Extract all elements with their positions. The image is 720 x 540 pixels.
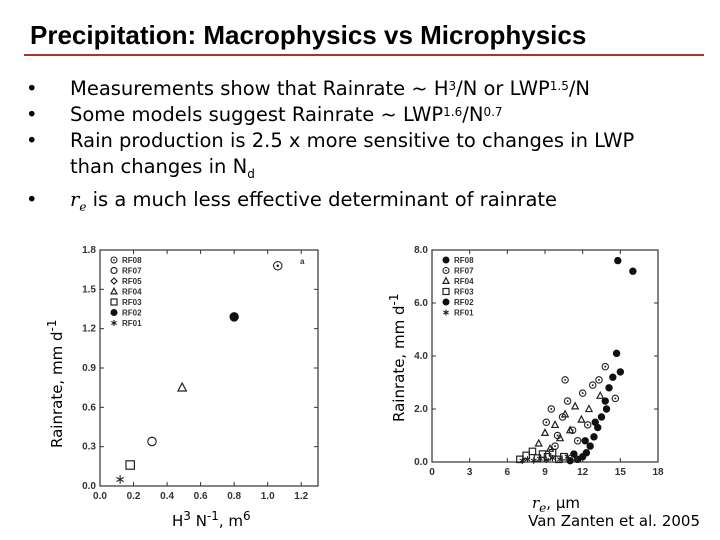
legend-marker-rf08 (443, 257, 449, 263)
legend-label-rf01: RF01 (454, 308, 474, 318)
data-point-rf07 (590, 382, 596, 388)
y-tick-label: 0.0 (82, 481, 96, 492)
legend-marker-rf03 (111, 299, 117, 305)
y-tick-label: 2.0 (414, 404, 428, 415)
data-point-rf01 (116, 475, 123, 483)
data-point-rf07 (596, 377, 602, 383)
bullet-item: • Rain production is 2.5 x more sensitive to changes in LWP (26, 129, 635, 152)
legend-label-rf02: RF02 (122, 308, 142, 318)
x-tick-label: 1.0 (260, 491, 275, 502)
left-scatter-plot (72, 240, 322, 510)
legend-marker-rf03 (443, 289, 449, 295)
data-point-rf07-center (604, 366, 606, 368)
bullet-list (14, 76, 714, 220)
data-point-rf03 (523, 452, 529, 458)
data-point-rf07-center (550, 408, 552, 410)
legend-marker-rf07 (111, 268, 117, 274)
data-point-rf02 (630, 268, 636, 274)
x-tick-label: 0.4 (160, 491, 175, 502)
x-tick-label: 0.6 (193, 491, 208, 502)
panel-label: a (300, 257, 305, 266)
right-scatter-plot (408, 240, 668, 490)
x-tick-label: 0.2 (126, 491, 141, 502)
data-point-rf07-center (564, 379, 566, 381)
bullet-item: • $r_e$ is a much less effective determinant of rainrate (26, 187, 558, 214)
data-point-rf02 (583, 450, 589, 456)
legend-label-rf01: RF01 (122, 319, 142, 328)
y-tick-label: 0.0 (414, 457, 428, 468)
data-point-rf07-center (545, 421, 547, 423)
data-point-rf02 (606, 385, 612, 391)
data-point-rf07-center (567, 400, 569, 402)
bullet-item: • Measurements show that Rainrate ~ $H^3/N$ or $LWP^{1.5}/N$ (26, 77, 591, 100)
slide-title: Precipitation: Macrophysics vs Microphysics (30, 20, 587, 50)
data-point-rf02 (610, 374, 616, 380)
y-tick-label: 0.6 (82, 402, 96, 414)
x-tick-label: 0.0 (93, 491, 107, 502)
data-point-rf04 (578, 416, 584, 422)
data-point-rf07 (564, 398, 570, 404)
x-tick-label: 15 (614, 467, 626, 478)
data-point-rf03 (529, 448, 535, 454)
data-point-rf07-center (554, 445, 556, 447)
legend-label-rf07: RF07 (454, 266, 474, 276)
data-point-rf07 (562, 377, 568, 383)
x-tick-label: 9 (542, 467, 548, 478)
x-tick-label: 0.8 (227, 491, 242, 502)
legend-marker-rf04 (443, 278, 449, 284)
data-point-rf02 (598, 414, 604, 420)
data-point-rf08-center (276, 264, 279, 267)
data-point-rf02 (617, 369, 623, 375)
legend-marker-rf02 (111, 310, 117, 316)
data-point-rf02 (613, 350, 619, 356)
legend-label-rf02: RF02 (454, 298, 474, 307)
y-tick-label: 1.5 (82, 284, 96, 296)
data-point-rf02 (591, 434, 597, 440)
data-point-rf07-center (557, 435, 559, 437)
data-point-rf04 (572, 403, 578, 409)
bullet-dot: • (26, 103, 38, 126)
data-point-rf04 (178, 383, 186, 391)
legend-label-rf04: RF04 (454, 277, 474, 286)
y-tick-label: 8.0 (414, 245, 428, 256)
y-tick-label: 1.8 (82, 245, 96, 256)
data-point-rf07-center (614, 397, 616, 399)
legend-marker-rf04 (111, 288, 117, 294)
data-point-rf07 (543, 419, 549, 425)
legend-marker-rf07-center (445, 270, 447, 272)
data-point-rf02 (603, 406, 609, 412)
data-point-rf04 (552, 421, 558, 427)
bullet-continuation: than changes in $N_d$ (70, 155, 255, 181)
legend-marker-rf05 (111, 278, 117, 284)
data-point-rf02 (230, 313, 238, 321)
y-tick-label: 1.2 (82, 323, 96, 335)
legend-label-rf03: RF03 (122, 298, 142, 307)
legend-label-rf08: RF08 (122, 256, 142, 265)
y-tick-label: 0.3 (82, 441, 96, 453)
data-point-rf04 (542, 429, 548, 435)
data-point-rf07 (574, 438, 580, 444)
data-point-rf08 (274, 262, 282, 270)
x-tick-label: 18 (652, 467, 664, 478)
legend-marker-rf02 (443, 299, 449, 305)
x-tick-label: 0 (429, 467, 435, 478)
y-tick-label: 0.9 (82, 363, 96, 374)
data-point-rf02 (592, 419, 598, 425)
data-point-rf03 (126, 461, 134, 469)
title-divider (24, 54, 704, 56)
legend-marker-rf08-center (113, 259, 115, 261)
legend-marker-rf08 (111, 257, 117, 263)
data-point-rf07-center (598, 379, 600, 381)
right-x-axis-label: $r_e$, μm (532, 494, 580, 515)
data-point-rf02 (615, 257, 621, 263)
data-point-rf07 (548, 406, 554, 412)
legend-label-rf05: RF05 (122, 277, 142, 286)
legend-marker-rf01 (443, 310, 448, 316)
x-tick-label: 3 (466, 467, 473, 478)
left-x-axis-label: $H^3$ $N^{-1}$, $m^6$ (172, 509, 251, 530)
legend-label-rf03: RF03 (454, 287, 474, 297)
data-point-rf02 (582, 438, 588, 444)
legend-label-rf08: RF08 (454, 256, 474, 265)
x-tick-label: 12 (577, 467, 589, 478)
data-point-rf07 (579, 390, 585, 396)
data-point-rf04 (536, 440, 542, 446)
bullet-item: • Some models suggest Rainrate ~ $LWP^{1.6}/N^{0.7}$ (26, 103, 503, 126)
data-point-rf07 (612, 395, 618, 401)
legend-marker-rf01 (111, 320, 116, 326)
data-point-rf07-center (577, 440, 579, 442)
right-y-axis-label: Rainrate, mm $d^{-1}$ (387, 293, 408, 422)
data-point-rf07-center (587, 424, 589, 426)
citation-credit: Van Zanten et al. 2005 (528, 512, 700, 530)
legend-marker-rf07 (443, 268, 449, 274)
data-point-rf07-center (592, 384, 594, 386)
data-point-rf04 (586, 405, 592, 411)
bullet-dot: • (26, 129, 38, 152)
x-tick-label: 6 (504, 467, 511, 478)
legend-label-rf07: RF07 (122, 266, 142, 276)
data-point-rf04 (597, 392, 603, 398)
bullet-dot: • (26, 77, 38, 100)
data-point-rf07 (148, 437, 156, 445)
bullet-dot: • (26, 187, 38, 211)
y-tick-label: 4.0 (414, 351, 428, 362)
data-point-rf07 (552, 443, 558, 449)
y-tick-label: 6.0 (414, 298, 428, 309)
data-point-rf07 (602, 363, 608, 369)
x-tick-label: 1.2 (294, 491, 309, 502)
legend-label-rf04: RF04 (122, 287, 142, 297)
left-y-axis-label: Rainrate, mm $d^{-1}$ (45, 319, 66, 448)
data-point-rf07-center (582, 392, 584, 394)
data-point-rf02 (587, 443, 593, 449)
